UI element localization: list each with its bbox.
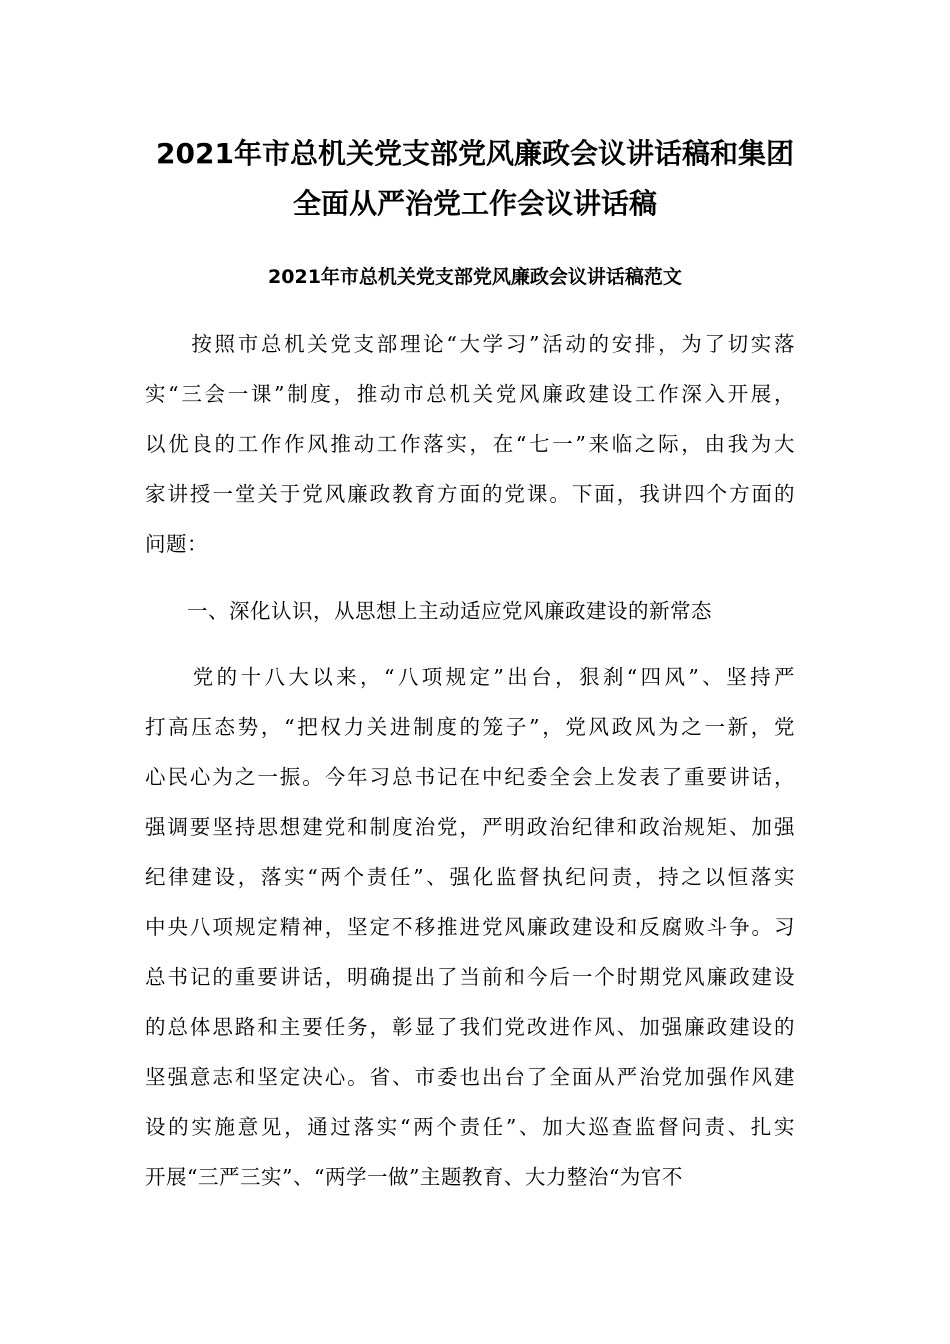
document-subtitle: 2021年市总机关党支部党风廉政会议讲话稿范文 [268,266,682,288]
body-line: 总书记的重要讲话，明确提出了当前和今后一个时期党风廉政建设 [145,965,795,989]
body-line: 实“三会一课”制度，推动市总机关党风廉政建设工作深入开展， [145,382,795,406]
body-line: 按照市总机关党支部理论“大学习”活动的安排，为了切实落 [145,332,795,356]
body-line: 打高压态势，“把权力关进制度的笼子”，党风政风为之一新，党 [145,715,795,739]
body-line: 纪律建设，落实“两个责任”、强化监督执纪问责，持之以恒落实 [145,865,795,889]
document-title-line-2: 全面从严治党工作会议讲话稿 [292,187,657,220]
body-line: 以优良的工作作风推动工作落实，在“七一”来临之际，由我为大 [145,432,795,456]
body-line: 强调要坚持思想建党和制度治党，严明政治纪律和政治规矩、加强 [145,815,795,839]
body-line: 坚强意志和坚定决心。省、市委也出台了全面从严治党加强作风建 [145,1065,795,1089]
body-line: 中央八项规定精神，坚定不移推进党风廉政建设和反腐败斗争。习 [145,915,795,939]
body-line: 心民心为之一振。今年习总书记在中纪委全会上发表了重要讲话， [145,765,795,789]
body-line: 开展“三严三实”、“两学一做”主题教育、大力整治“为官不 [145,1165,683,1189]
body-line: 问题： [145,532,208,556]
body-line: 设的实施意见，通过落实“两个责任”、加大巡查监督问责、扎实 [145,1115,795,1139]
body-line: 家讲授一堂关于党风廉政教育方面的党课。下面，我讲四个方面的 [145,482,795,506]
body-line: 的总体思路和主要任务，彰显了我们党改进作风、加强廉政建设的 [145,1015,795,1039]
document-title-line-1: 2021年市总机关党支部党风廉政会议讲话稿和集团 [156,137,794,170]
section-heading: 一、深化认识，从思想上主动适应党风廉政建设的新常态 [145,599,712,623]
body-line: 党的十八大以来，“八项规定”出台，狠刹“四风”、坚持严 [145,665,795,689]
